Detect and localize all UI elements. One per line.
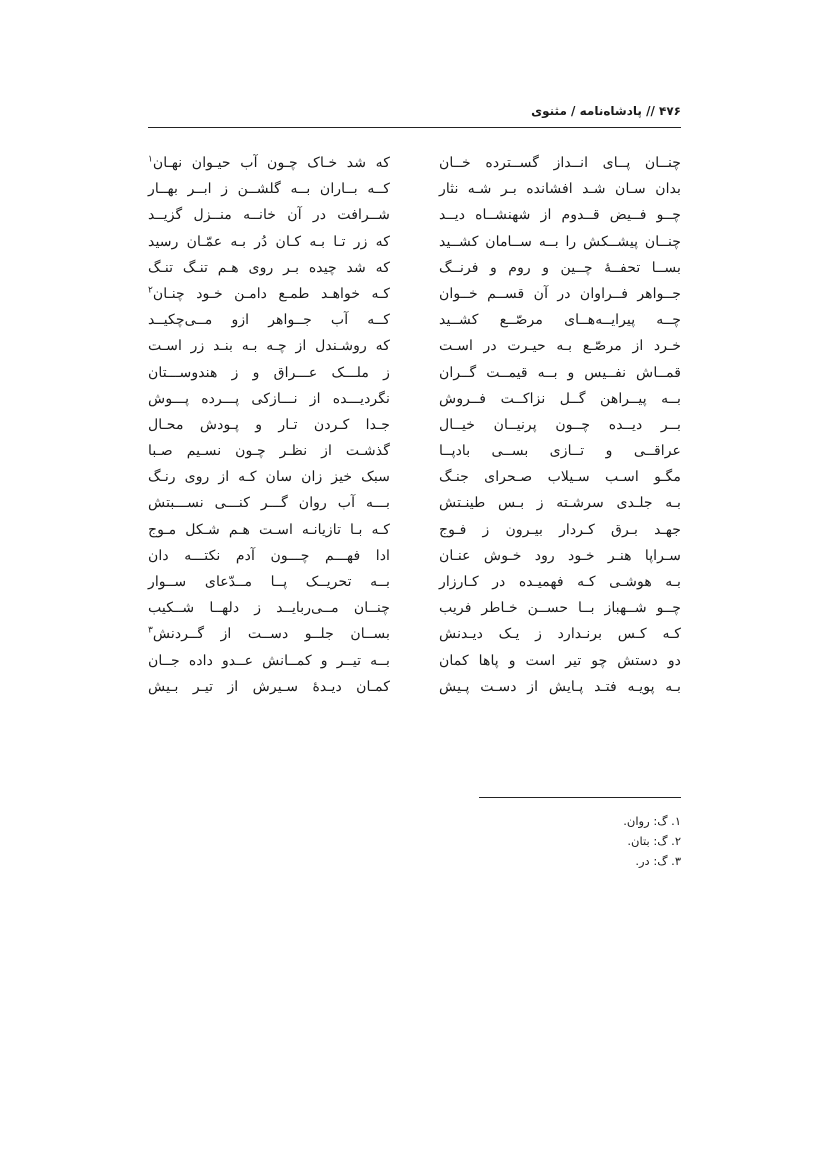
couplet — [148, 517, 681, 543]
hemistich-second — [148, 490, 390, 516]
hemistich-second — [148, 517, 390, 543]
hemistich-text: کـه بـا تازیانـه اسـت هـم شـکل مـوج — [148, 521, 390, 538]
hemistich-second — [148, 229, 390, 255]
hemistich-first: چنــان پیشــکش را بــه ســامان کشــید — [439, 233, 681, 250]
hemistich-first: بــر دیــده چــون پرنیــان خیــال — [439, 416, 681, 433]
couplet — [148, 464, 681, 490]
hemistich-second — [148, 176, 390, 202]
couplet — [148, 412, 681, 438]
footnote-item: ۱. گ: روان. — [623, 814, 681, 828]
footnote-item: ۲. گ: بتان. — [627, 834, 681, 848]
hemistich-second — [148, 464, 390, 490]
hemistich-second — [148, 621, 390, 647]
hemistich-second — [148, 360, 390, 386]
couplet — [148, 648, 681, 674]
hemistich-text: بــه تحریــک پــا مــدّعای ســوار — [148, 574, 390, 590]
hemistich-first: دو دستش چو تیر است و پاها کمان — [439, 652, 681, 669]
hemistich-first: بدان سـان شـد افشانده بـر شـه نثار — [439, 181, 681, 198]
hemistich-text: کـه خواهـد طمـع دامـن خـود چنـان — [152, 285, 390, 302]
hemistich-first: بـه هوشـی کـه فهمیـده در کـارزار — [439, 574, 681, 590]
hemistich-text: که روشـندل از چـه بـه بنـد زر اسـت — [148, 338, 390, 355]
hemistich-first: بســا تحفــهٔ چــین و روم و فرنــگ — [439, 259, 681, 276]
hemistich-text: بــه تیــر و کمــانش عــدو داده جــان — [148, 652, 390, 669]
hemistich-text: نگردیـــده از نـــازکی پـــرده پـــوش — [148, 390, 390, 407]
footnote-marker: ۲ — [148, 285, 153, 296]
couplet — [148, 490, 681, 516]
hemistich-second — [148, 281, 390, 307]
couplet — [148, 621, 681, 647]
hemistich-first: مگـو اسـب سـیلاب صـحرای جنـگ — [439, 469, 681, 486]
hemistich-first: چــو شــهباز بــا حســن خـاطر فریب — [439, 600, 681, 617]
couplet — [148, 229, 681, 255]
couplet — [148, 150, 681, 176]
hemistich-first: سـراپا هنـر خـود رود خـوش عنـان — [439, 547, 681, 564]
hemistich-second — [148, 595, 390, 621]
header-title: ۴۷۶ // پادشاه‌نامه / مثنوی — [531, 104, 681, 118]
hemistich-text: بـــه آب روان گـــر کنـــی نســـبتش — [148, 495, 390, 512]
footnote-item: ۳. گ: در. — [635, 854, 681, 868]
footnotes — [623, 811, 681, 871]
hemistich-second — [148, 543, 390, 569]
hemistich-text: گذشـت از نظـر چـون نسـیم صـبا — [148, 443, 390, 460]
hemistich-second — [148, 202, 390, 228]
hemistich-first: عراقــی و تــازی بســی بادپــا — [439, 443, 681, 460]
hemistich-text: چنــان مــی‌ربایــد ز دلهــا شــکیب — [148, 600, 390, 617]
hemistich-first: بــه پیــراهن گــل نزاکــت فــروش — [439, 390, 681, 407]
hemistich-text: که شد خـاک چـون آب حیـوان نهـان — [152, 155, 390, 171]
couplet — [148, 595, 681, 621]
hemistich-second — [148, 307, 390, 333]
couplet — [148, 281, 681, 307]
hemistich-text: ز ملـــک عـــراق و ز هندوســـتان — [148, 364, 390, 381]
hemistich-second — [148, 674, 390, 700]
footnote-marker: ۱ — [148, 154, 153, 165]
hemistich-first: جهـد بـرق کـردار بیـرون ز فـوج — [439, 521, 681, 538]
hemistich-first: چنــان پــای انــداز گســترده خــان — [439, 155, 681, 171]
hemistich-first: خـرد از مرصّـع بـه حیـرت در اسـت — [439, 338, 681, 355]
hemistich-text: که شد چیده بـر روی هـم تنـگ تنـگ — [148, 259, 390, 276]
hemistich-first: بـه پویـه فتـد پـایش از دسـت پـیش — [439, 678, 681, 695]
hemistich-first: کـه کـس برنـدارد ز یـک دیـدنش — [439, 626, 681, 643]
hemistich-second — [148, 569, 390, 595]
hemistich-text: جـدا کـردن تـار و پـودش محـال — [148, 416, 390, 433]
hemistich-first: چــو فــیض قــدوم از شهنشــاه دیــد — [439, 207, 681, 224]
hemistich-second — [148, 150, 390, 176]
couplet — [148, 333, 681, 359]
couplet — [148, 543, 681, 569]
couplet — [148, 386, 681, 412]
hemistich-text: کــه بــاران بــه گلشــن ز ابــر بهــار — [148, 181, 390, 198]
couplet — [148, 360, 681, 386]
couplet — [148, 674, 681, 700]
couplet — [148, 255, 681, 281]
footnote-divider — [479, 797, 681, 798]
hemistich-first: جــواهر فــراوان در آن قســم خــوان — [439, 285, 681, 302]
hemistich-text: ادا فهـــم چـــون آدم نکتـــه دان — [148, 547, 390, 564]
couplet — [148, 202, 681, 228]
hemistich-second — [148, 386, 390, 412]
hemistich-text: کمـان دیـدهٔ سـیرش از تیـر بـیش — [148, 678, 390, 695]
hemistich-text: کــه آب جــواهر ازو مــی‌چکیــد — [148, 312, 390, 329]
poem-body — [148, 150, 681, 700]
hemistich-text: بســان جلــو دســت از گــردنش — [152, 626, 390, 643]
couplet — [148, 569, 681, 595]
running-header — [148, 100, 681, 128]
hemistich-second — [148, 438, 390, 464]
hemistich-second — [148, 412, 390, 438]
hemistich-first: بـه جلـدی سرشـته ز بـس طینـتش — [439, 495, 681, 512]
hemistich-text: سبک خیز زان سان کـه از روی رنـگ — [148, 469, 390, 486]
hemistich-first: قمــاش نفــیس و بــه قیمــت گــران — [439, 364, 681, 381]
hemistich-second — [148, 648, 390, 674]
hemistich-second — [148, 333, 390, 359]
hemistich-text: که زر تـا بـه کـان دُر بـه عمّـان رسید — [148, 233, 390, 250]
hemistich-text: شــرافت در آن خانــه منــزل گزیــد — [148, 207, 390, 224]
couplet — [148, 307, 681, 333]
hemistich-first: چــه پیرایــه‌هــای مرصّــع کشــید — [439, 312, 681, 329]
footnote-marker: ۳ — [148, 625, 153, 636]
hemistich-second — [148, 255, 390, 281]
couplet — [148, 438, 681, 464]
couplet — [148, 176, 681, 202]
